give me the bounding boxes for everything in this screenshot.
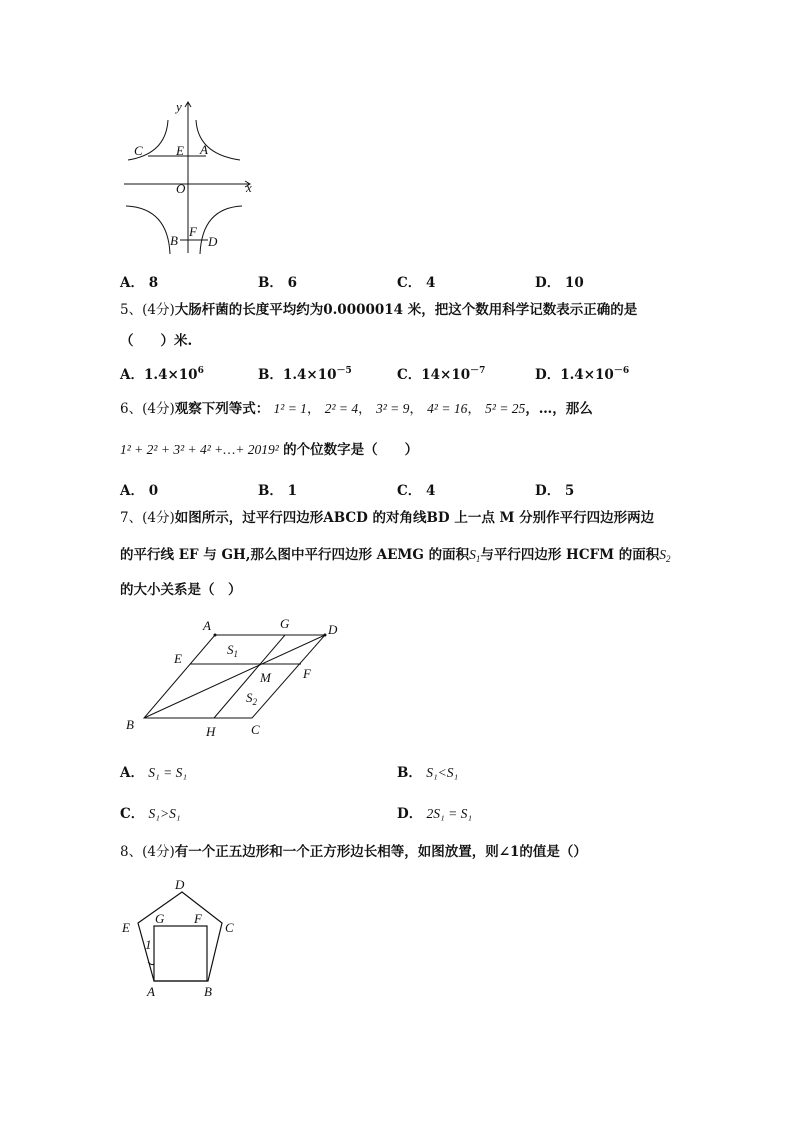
option-base: 1.4×10 (282, 367, 337, 383)
option-text: S₁>S₁ (148, 806, 181, 821)
s-letter: S (227, 642, 234, 657)
q4-hyperbola-graph (118, 98, 258, 258)
label-b: B (126, 717, 134, 732)
label-x: x (246, 180, 252, 195)
label-a: A (200, 142, 208, 157)
question-text: 与平行四边形 HCFM 的面积 (480, 547, 660, 563)
option-letter: C． (397, 367, 422, 383)
equation: 5² = 25 (485, 401, 526, 416)
equation: 1² = 1 (273, 401, 307, 416)
q7-question-line3 (120, 581, 242, 599)
option-text: 0 (148, 483, 159, 499)
equation: 3² = 9 (375, 401, 410, 416)
label-b: B (204, 984, 212, 999)
label-e: E (176, 143, 184, 158)
q6-question-line2 (120, 441, 418, 459)
label-s2 (246, 690, 258, 707)
s-letter: S (659, 547, 667, 562)
q5-option-b (258, 363, 352, 383)
option-exponent: －5 (336, 366, 352, 376)
label-o: O (176, 181, 186, 196)
option-text: S₁ = S₁ (148, 765, 188, 780)
option-letter: B． (258, 275, 283, 291)
option-exponent: －7 (470, 366, 486, 376)
q7-option-d (397, 805, 472, 823)
option-exponent: －6 (613, 366, 630, 376)
q6-question: 6、(4分)观察下列等式： 1² = 1， 2² = 4， 3² = 9， 4² = 16， 5² = 25，…，那么 (120, 401, 593, 417)
s-subscript: 1 (475, 554, 481, 564)
q7-option-b (397, 764, 458, 782)
label-f: F (194, 911, 202, 926)
label-d: D (328, 622, 338, 637)
symbol-s1 (469, 547, 480, 562)
option-letter: B． (397, 765, 422, 781)
option-text: 4 (425, 483, 436, 499)
q8-question (120, 843, 587, 861)
option-letter: B． (258, 367, 283, 383)
option-base: 14×10 (421, 367, 471, 383)
option-text: 8 (148, 275, 159, 291)
line-gh (214, 635, 285, 718)
label-f: F (189, 224, 197, 239)
s-subscript: 2 (252, 697, 257, 707)
vertex-d-dot (324, 634, 327, 637)
diagonal-bd (144, 635, 325, 718)
question-text: 的平行线 EF 与 GH,那么图中平行四边形 AEMG 的面积 (120, 547, 470, 563)
q7-question-line2 (120, 546, 671, 564)
label-b: B (170, 233, 178, 248)
label-f: F (303, 666, 311, 681)
option-text: 2S₁ = S₁ (426, 806, 473, 821)
label-1: 1 (145, 937, 152, 952)
option-base: 1.4×10 (560, 367, 614, 383)
q8-pentagon-square-figure (118, 874, 248, 1004)
option-letter: D． (535, 483, 561, 499)
equation: 4² = 16 (427, 401, 468, 416)
label-c: C (251, 722, 260, 737)
q6-option-c (397, 479, 435, 499)
symbol-s2 (659, 547, 670, 562)
question-number: 6、(4分) (120, 401, 175, 417)
q5-option-a (120, 363, 204, 383)
label-d: D (175, 877, 185, 892)
q4-option-b (258, 271, 297, 291)
option-letter: A． (120, 765, 144, 781)
sum-expression: 1² + 2² + 3² + 4² +…+ 2019² (120, 442, 279, 457)
option-text: 5 (564, 483, 575, 499)
option-text: 10 (564, 275, 584, 291)
option-letter: A． (120, 275, 144, 291)
square (154, 926, 207, 981)
label-a: A (203, 618, 211, 633)
option-text: 1 (287, 483, 298, 499)
s-subscript: 1 (233, 649, 238, 659)
option-letter: D． (535, 367, 561, 383)
q5-option-d (535, 363, 629, 383)
q4-option-a (120, 271, 158, 291)
question-text: 大肠杆菌的长度平均约为0.0000014 米，把这个数用科学记数表示正确的是 (174, 302, 638, 318)
question-text: 有一个正五边形和一个正方形边长相等，如图放置，则∠1的值是（） (174, 844, 587, 860)
vertex-a-dot (214, 634, 217, 637)
option-letter: D． (397, 806, 423, 822)
question-text: 如图所示，过平行四边形ABCD 的对角线BD 上一点 M 分别作平行四边形两边 (174, 510, 655, 526)
label-h: H (206, 724, 216, 739)
q7-question (120, 509, 654, 527)
option-letter: C． (120, 806, 145, 822)
option-text: S₁<S₁ (426, 765, 459, 780)
label-c: C (225, 920, 234, 935)
q5-question (120, 301, 637, 319)
option-text: 4 (425, 275, 436, 291)
label-y: y (176, 99, 182, 114)
option-letter: B． (258, 483, 283, 499)
option-base: 1.4×10 (143, 367, 198, 383)
label-a: A (147, 984, 155, 999)
option-letter: C． (397, 275, 422, 291)
option-letter: D． (535, 275, 561, 291)
curve-lower-right (200, 206, 242, 254)
label-e: E (174, 651, 182, 666)
option-exponent: 6 (197, 366, 204, 376)
question-text: 的个位数字是（ ） (283, 442, 419, 458)
s-letter: S (246, 690, 253, 705)
q6-option-b (258, 479, 297, 499)
s-subscript: 2 (666, 554, 671, 564)
option-text: 6 (287, 275, 298, 291)
q4-option-d (535, 271, 584, 291)
label-s1 (227, 642, 238, 659)
option-letter: A． (120, 483, 144, 499)
q7-parallelogram-figure (118, 612, 348, 742)
q7-option-a (120, 764, 187, 782)
question-text: ，…，那么 (525, 401, 593, 417)
question-number: 7、(4分) (120, 510, 175, 526)
label-c: C (134, 143, 143, 158)
option-letter: A． (120, 367, 144, 383)
question-number: 8、(4分) (120, 844, 175, 860)
question-text: 的大小关系是（ ） (120, 582, 242, 598)
question-text: 观察下列等式： (174, 401, 270, 417)
question-text: （ ）米. (120, 333, 193, 349)
q5-question-line2 (120, 332, 192, 350)
label-m: M (260, 670, 271, 685)
curve-lower-left (126, 206, 170, 254)
option-letter: C． (397, 483, 422, 499)
q4-option-c (397, 271, 435, 291)
equation: 2² = 4 (324, 401, 359, 416)
q5-option-c (397, 363, 485, 383)
label-g: G (155, 911, 165, 926)
q7-option-c (120, 805, 181, 823)
s-letter: S (469, 547, 476, 562)
label-e: E (122, 920, 130, 935)
label-d: D (208, 234, 218, 249)
question-number: 5、(4分) (120, 302, 175, 318)
q6-option-d (535, 479, 574, 499)
q6-option-a (120, 479, 158, 499)
label-g: G (280, 616, 290, 631)
